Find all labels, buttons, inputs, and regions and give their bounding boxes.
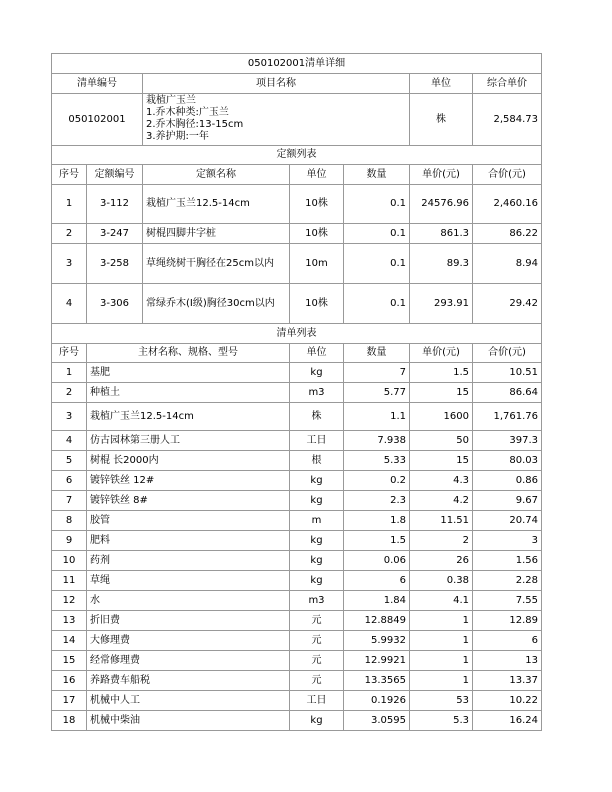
material-unit: kg [290,571,344,591]
quota-no: 1 [52,185,87,224]
material-qty: 1.84 [344,591,410,611]
item-unit: 株 [410,94,473,146]
header-price: 综合单价 [473,74,542,94]
material-unit: kg [290,531,344,551]
material-price: 50 [410,431,473,451]
quota-price: 89.3 [410,244,473,284]
quota-header-total: 合价(元) [473,165,542,185]
material-qty: 1.1 [344,403,410,431]
material-qty: 7.938 [344,431,410,451]
materials-header-name: 主材名称、规格、型号 [87,344,290,363]
material-qty: 6 [344,571,410,591]
material-row [52,471,542,491]
material-qty: 0.2 [344,471,410,491]
material-name: 镀锌铁丝 8# [87,491,290,511]
quota-qty: 0.1 [344,224,410,244]
material-total: 397.3 [473,431,542,451]
material-total: 13 [473,651,542,671]
material-row [52,491,542,511]
material-total: 80.03 [473,451,542,471]
quota-no: 3 [52,244,87,284]
material-unit: kg [290,491,344,511]
material-price: 4.1 [410,591,473,611]
material-no: 9 [52,531,87,551]
material-name: 胶管 [87,511,290,531]
material-unit: 元 [290,671,344,691]
quota-name: 树棍四脚井字桩 [143,224,290,244]
material-total: 3 [473,531,542,551]
material-row [52,551,542,571]
material-no: 8 [52,511,87,531]
material-row [52,363,542,383]
material-total: 86.64 [473,383,542,403]
material-unit: 元 [290,651,344,671]
quota-total: 86.22 [473,224,542,244]
material-no: 10 [52,551,87,571]
material-qty: 5.33 [344,451,410,471]
material-price: 15 [410,383,473,403]
material-row [52,383,542,403]
quota-header-unit: 单位 [290,165,344,185]
item-desc-line: 1.乔木种类:广玉兰 [146,107,229,118]
materials-header-no: 序号 [52,344,87,363]
quota-code: 3-112 [87,185,143,224]
material-row [52,403,542,431]
quota-name: 常绿乔木(I级)胸径30cm以内 [143,284,290,324]
material-price: 1.5 [410,363,473,383]
material-name: 基肥 [87,363,290,383]
material-price: 15 [410,451,473,471]
quota-header-price: 单价(元) [410,165,473,185]
material-name: 树棍 长2000内 [87,451,290,471]
material-total: 0.86 [473,471,542,491]
material-row [52,611,542,631]
material-total: 10.51 [473,363,542,383]
material-unit: 工日 [290,431,344,451]
material-qty: 12.8849 [344,611,410,631]
material-unit: 株 [290,403,344,431]
material-qty: 1.8 [344,511,410,531]
material-name: 仿古园林第三册人工 [87,431,290,451]
quota-qty: 0.1 [344,185,410,224]
material-no: 12 [52,591,87,611]
material-unit: m [290,511,344,531]
quota-header-name: 定额名称 [143,165,290,185]
material-price: 4.2 [410,491,473,511]
material-qty: 12.9921 [344,651,410,671]
material-name: 草绳 [87,571,290,591]
material-name: 栽植广玉兰12.5-14cm [87,403,290,431]
material-row [52,711,542,731]
table-title: 050102001清单详细 [52,54,542,74]
material-no: 11 [52,571,87,591]
material-qty: 0.06 [344,551,410,571]
material-total: 6 [473,631,542,651]
material-qty: 3.0595 [344,711,410,731]
material-qty: 1.5 [344,531,410,551]
materials-header-total: 合价(元) [473,344,542,363]
quota-row [52,185,542,224]
item-desc-line: 栽植广玉兰 [146,95,196,106]
material-total: 12.89 [473,611,542,631]
material-name: 机械中人工 [87,691,290,711]
material-price: 26 [410,551,473,571]
material-total: 2.28 [473,571,542,591]
header-unit: 单位 [410,74,473,94]
material-total: 1.56 [473,551,542,571]
material-unit: kg [290,471,344,491]
material-price: 5.3 [410,711,473,731]
material-qty: 0.1926 [344,691,410,711]
item-desc-line: 2.乔木胸径:13-15cm [146,119,244,130]
item-desc-line: 3.养护期:一年 [146,131,209,142]
material-no: 16 [52,671,87,691]
quota-price: 861.3 [410,224,473,244]
material-unit: 工日 [290,691,344,711]
material-price: 1 [410,631,473,651]
material-price: 1 [410,671,473,691]
material-total: 1,761.76 [473,403,542,431]
item-description [143,94,410,146]
material-name: 水 [87,591,290,611]
material-no: 6 [52,471,87,491]
material-name: 经常修理费 [87,651,290,671]
material-price: 53 [410,691,473,711]
material-name: 药剂 [87,551,290,571]
material-name: 折旧费 [87,611,290,631]
material-unit: m3 [290,591,344,611]
header-code: 清单编号 [52,74,143,94]
quota-unit: 10株 [290,224,344,244]
material-no: 15 [52,651,87,671]
material-row [52,691,542,711]
material-row [52,531,542,551]
quota-total: 2,460.16 [473,185,542,224]
material-no: 3 [52,403,87,431]
material-no: 17 [52,691,87,711]
material-row [52,451,542,471]
material-no: 2 [52,383,87,403]
quota-header-code: 定额编号 [87,165,143,185]
material-row [52,591,542,611]
material-qty: 13.3565 [344,671,410,691]
material-total: 7.55 [473,591,542,611]
quota-row [52,284,542,324]
quota-no: 2 [52,224,87,244]
material-price: 1 [410,651,473,671]
material-qty: 2.3 [344,491,410,511]
quota-unit: 10株 [290,284,344,324]
quota-unit: 10m [290,244,344,284]
material-unit: 元 [290,611,344,631]
material-qty: 7 [344,363,410,383]
material-no: 18 [52,711,87,731]
material-name: 肥料 [87,531,290,551]
material-unit: kg [290,551,344,571]
materials-header-price: 单价(元) [410,344,473,363]
material-name: 机械中柴油 [87,711,290,731]
quota-row [52,244,542,284]
quota-header-no: 序号 [52,165,87,185]
material-no: 1 [52,363,87,383]
material-total: 13.37 [473,671,542,691]
quota-section-title: 定额列表 [52,146,542,165]
quota-header-qty: 数量 [344,165,410,185]
item-price: 2,584.73 [473,94,542,146]
bill-detail-table [51,53,542,731]
quota-qty: 0.1 [344,284,410,324]
material-name: 养路费车船税 [87,671,290,691]
material-row [52,571,542,591]
material-price: 11.51 [410,511,473,531]
material-unit: kg [290,711,344,731]
material-total: 10.22 [473,691,542,711]
material-row [52,511,542,531]
material-row [52,671,542,691]
material-row [52,651,542,671]
quota-row [52,224,542,244]
material-total: 9.67 [473,491,542,511]
material-qty: 5.77 [344,383,410,403]
quota-price: 24576.96 [410,185,473,224]
material-price: 2 [410,531,473,551]
material-row [52,631,542,651]
material-total: 16.24 [473,711,542,731]
material-no: 13 [52,611,87,631]
quota-total: 8.94 [473,244,542,284]
material-unit: 根 [290,451,344,471]
material-no: 14 [52,631,87,651]
material-price: 1 [410,611,473,631]
quota-price: 293.91 [410,284,473,324]
material-price: 0.38 [410,571,473,591]
material-price: 1600 [410,403,473,431]
material-row [52,431,542,451]
header-name: 项目名称 [143,74,410,94]
quota-code: 3-258 [87,244,143,284]
quota-name: 草绳绕树干胸径在25cm以内 [143,244,290,284]
quota-name: 栽植广玉兰12.5-14cm [143,185,290,224]
quota-qty: 0.1 [344,244,410,284]
item-code: 050102001 [52,94,143,146]
material-unit: m3 [290,383,344,403]
materials-header-unit: 单位 [290,344,344,363]
material-no: 7 [52,491,87,511]
materials-header-qty: 数量 [344,344,410,363]
quota-code: 3-247 [87,224,143,244]
material-unit: kg [290,363,344,383]
material-price: 4.3 [410,471,473,491]
material-name: 镀锌铁丝 12# [87,471,290,491]
quota-unit: 10株 [290,185,344,224]
material-no: 5 [52,451,87,471]
quota-code: 3-306 [87,284,143,324]
material-no: 4 [52,431,87,451]
material-qty: 5.9932 [344,631,410,651]
material-total: 20.74 [473,511,542,531]
materials-section-title: 清单列表 [52,324,542,344]
material-name: 大修理费 [87,631,290,651]
material-name: 种植土 [87,383,290,403]
quota-total: 29.42 [473,284,542,324]
material-unit: 元 [290,631,344,651]
quota-no: 4 [52,284,87,324]
